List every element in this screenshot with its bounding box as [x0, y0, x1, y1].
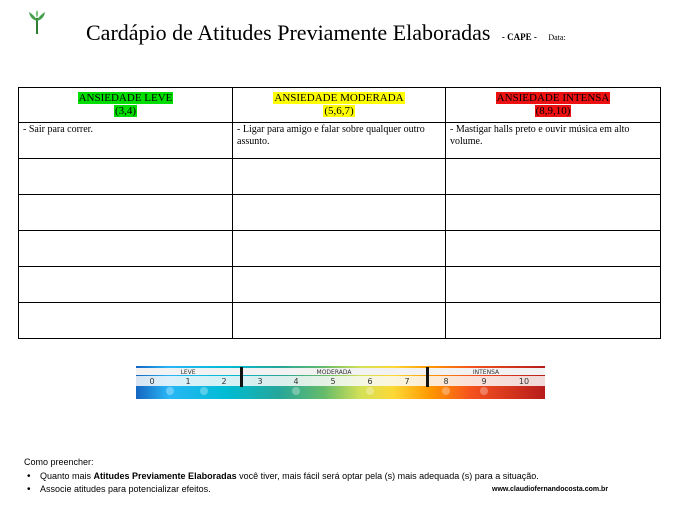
table-cell[interactable] [19, 303, 233, 339]
cell-text [233, 195, 445, 197]
column-range-intensa: (8,9,10) [535, 105, 571, 117]
document-code: - CAPE - [501, 32, 537, 42]
table-cell[interactable] [233, 267, 446, 303]
cell-text [19, 267, 232, 269]
instructions [24, 456, 539, 496]
face-icon [366, 387, 374, 395]
cell-text [19, 303, 232, 305]
table-cell[interactable] [19, 195, 233, 231]
table-cell[interactable] [233, 159, 446, 195]
table-cell[interactable] [233, 303, 446, 339]
table-cell[interactable] [233, 123, 446, 159]
anxiety-scale [136, 366, 545, 399]
table-cell[interactable] [19, 267, 233, 303]
table-row [19, 159, 661, 195]
face-icon [442, 387, 450, 395]
scale-number-7: 7 [404, 377, 410, 386]
cell-text [19, 231, 232, 233]
scale-number-9: 9 [481, 377, 487, 386]
table-cell[interactable] [19, 231, 233, 267]
table-cell[interactable] [233, 231, 446, 267]
cell-text: - Ligar para amigo e falar sobre qualquer outro assunto. [237, 124, 425, 147]
scale-number-6: 6 [367, 377, 373, 386]
date-label: Data: [548, 33, 566, 42]
table-row [19, 231, 661, 267]
scale-divider-2 [426, 367, 429, 387]
instruction-text: Associe atitudes para potencializar efeitos. [40, 484, 211, 494]
scale-number-3: 3 [257, 377, 263, 386]
table-cell[interactable] [446, 123, 661, 159]
website-url: www.claudiofernandocosta.com.br [492, 486, 609, 493]
cell-text [233, 231, 445, 233]
table-row [19, 195, 661, 231]
logo-icon [27, 9, 47, 35]
cell-text [233, 303, 445, 305]
column-header-leve [19, 88, 233, 123]
instructions-heading: Como preencher: [24, 457, 94, 467]
cell-text [19, 159, 232, 161]
column-range-moderada: (5,6,7) [324, 105, 354, 117]
list-item [40, 470, 539, 483]
cell-text: - Sair para correr. [23, 124, 93, 135]
table-cell[interactable] [446, 159, 661, 195]
scale-number-1: 1 [185, 377, 191, 386]
face-icon [292, 387, 300, 395]
scale-number-8: 8 [443, 377, 449, 386]
column-header-moderada [233, 88, 446, 123]
cell-text [446, 231, 660, 233]
column-header-intensa [446, 88, 661, 123]
page-title: Cardápio de Atitudes Previamente Elaboradas [86, 20, 491, 45]
column-range-leve: (3,4) [114, 105, 137, 117]
attitudes-table [18, 87, 661, 339]
header [86, 20, 566, 46]
column-label-moderada: ANSIEDADE MODERADA [274, 92, 404, 104]
table-cell[interactable] [233, 195, 446, 231]
table-cell[interactable] [446, 231, 661, 267]
scale-label-leve: LEVE [180, 369, 196, 376]
table-cell[interactable] [446, 267, 661, 303]
scale-number-5: 5 [330, 377, 336, 386]
face-icon [200, 387, 208, 395]
table-cell[interactable] [446, 195, 661, 231]
cell-text [446, 195, 660, 197]
table-cell[interactable] [19, 123, 233, 159]
scale-number-0: 0 [149, 377, 155, 386]
table-row [19, 303, 661, 339]
cell-text [233, 267, 445, 269]
cell-text [446, 159, 660, 161]
instruction-text: você tiver, mais fácil será optar pela (s) mais adequada (s) para a situação. [236, 471, 539, 481]
cell-text [19, 195, 232, 197]
face-icon [480, 387, 488, 395]
face-icon [166, 387, 174, 395]
scale-number-4: 4 [293, 377, 299, 386]
table-cell[interactable] [446, 303, 661, 339]
instruction-emphasis: Atitudes Previamente Elaboradas [93, 471, 237, 481]
instructions-list [24, 470, 539, 496]
scale-number-10: 10 [518, 377, 530, 386]
table-cell[interactable] [19, 159, 233, 195]
scale-number-2: 2 [221, 377, 227, 386]
table-header-row [19, 88, 661, 123]
table-row [19, 123, 661, 159]
instruction-text: Quanto mais [40, 471, 94, 481]
scale-label-moderada: MODERADA [316, 369, 352, 376]
cell-text [446, 267, 660, 269]
column-label-intensa: ANSIEDADE INTENSA [496, 92, 610, 104]
column-label-leve: ANSIEDADE LEVE [78, 92, 173, 104]
cell-text [446, 303, 660, 305]
table-row [19, 267, 661, 303]
cell-text [233, 159, 445, 161]
list-item [40, 483, 539, 496]
scale-divider-1 [240, 367, 243, 387]
scale-label-intensa: INTENSA [472, 369, 500, 376]
cell-text: - Mastigar halls preto e ouvir música em alto volume. [450, 124, 630, 147]
